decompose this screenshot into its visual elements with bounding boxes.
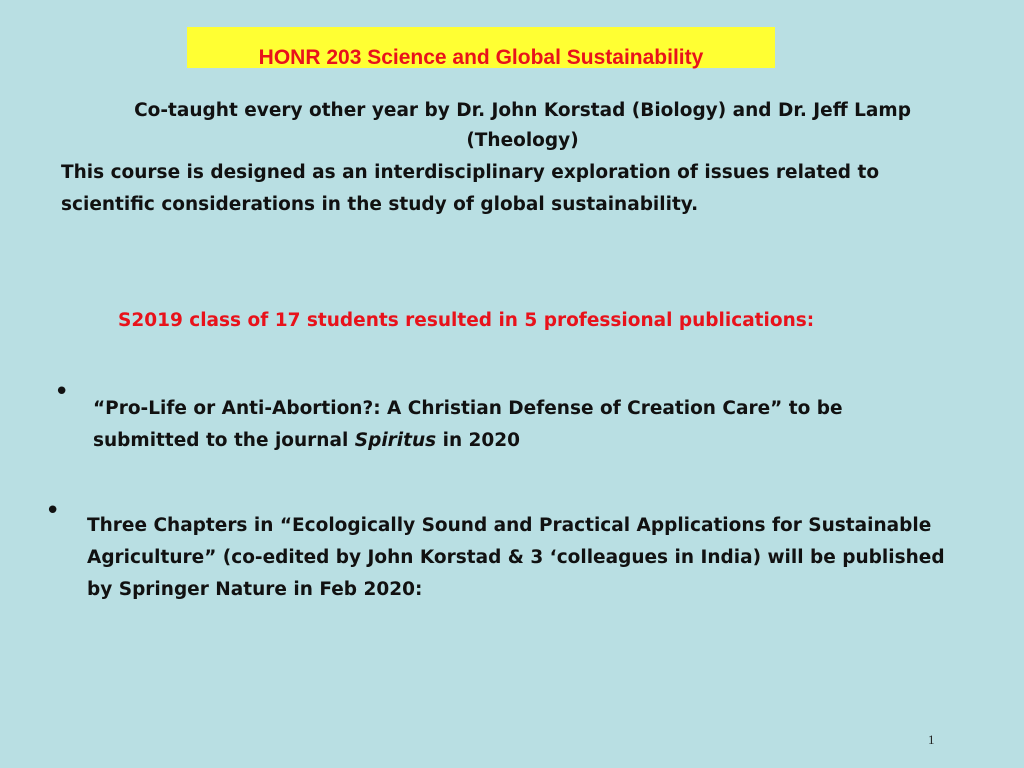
- bullet-icon: •: [45, 496, 61, 526]
- publication-text-before: “Pro-Life or Anti-Abortion?: A Christian Defense of Creation Care” to be submitted to the journal: [93, 398, 843, 451]
- co-taught-line: Co-taught every other year by Dr. John Korstad (Biology) and Dr. Jeff Lamp (Theology): [134, 100, 911, 151]
- slide-number: 1: [928, 732, 935, 747]
- publication-item-2: Three Chapters in “Ecologically Sound and Practical Applications for Sustainable Agriculture” (co-edited by John Korstad & 3 ‘colleagues in India) will be published by Springer Nature in Feb 2020:: [87, 515, 945, 600]
- journal-name: Spiritus: [354, 430, 437, 451]
- publication-text-after: in 2020: [436, 430, 521, 451]
- publications-heading: S2019 class of 17 students resulted in 5 professional publications:: [118, 310, 815, 331]
- course-description: This course is designed as an interdisciplinary exploration of issues related to scientific considerations in the study of global sustainability.: [61, 162, 880, 215]
- title-box: [187, 27, 775, 68]
- bullet-icon: •: [54, 377, 70, 407]
- publication-item-1: [93, 393, 913, 457]
- slide-title: HONR 203 Science and Global Sustainability: [258, 46, 704, 69]
